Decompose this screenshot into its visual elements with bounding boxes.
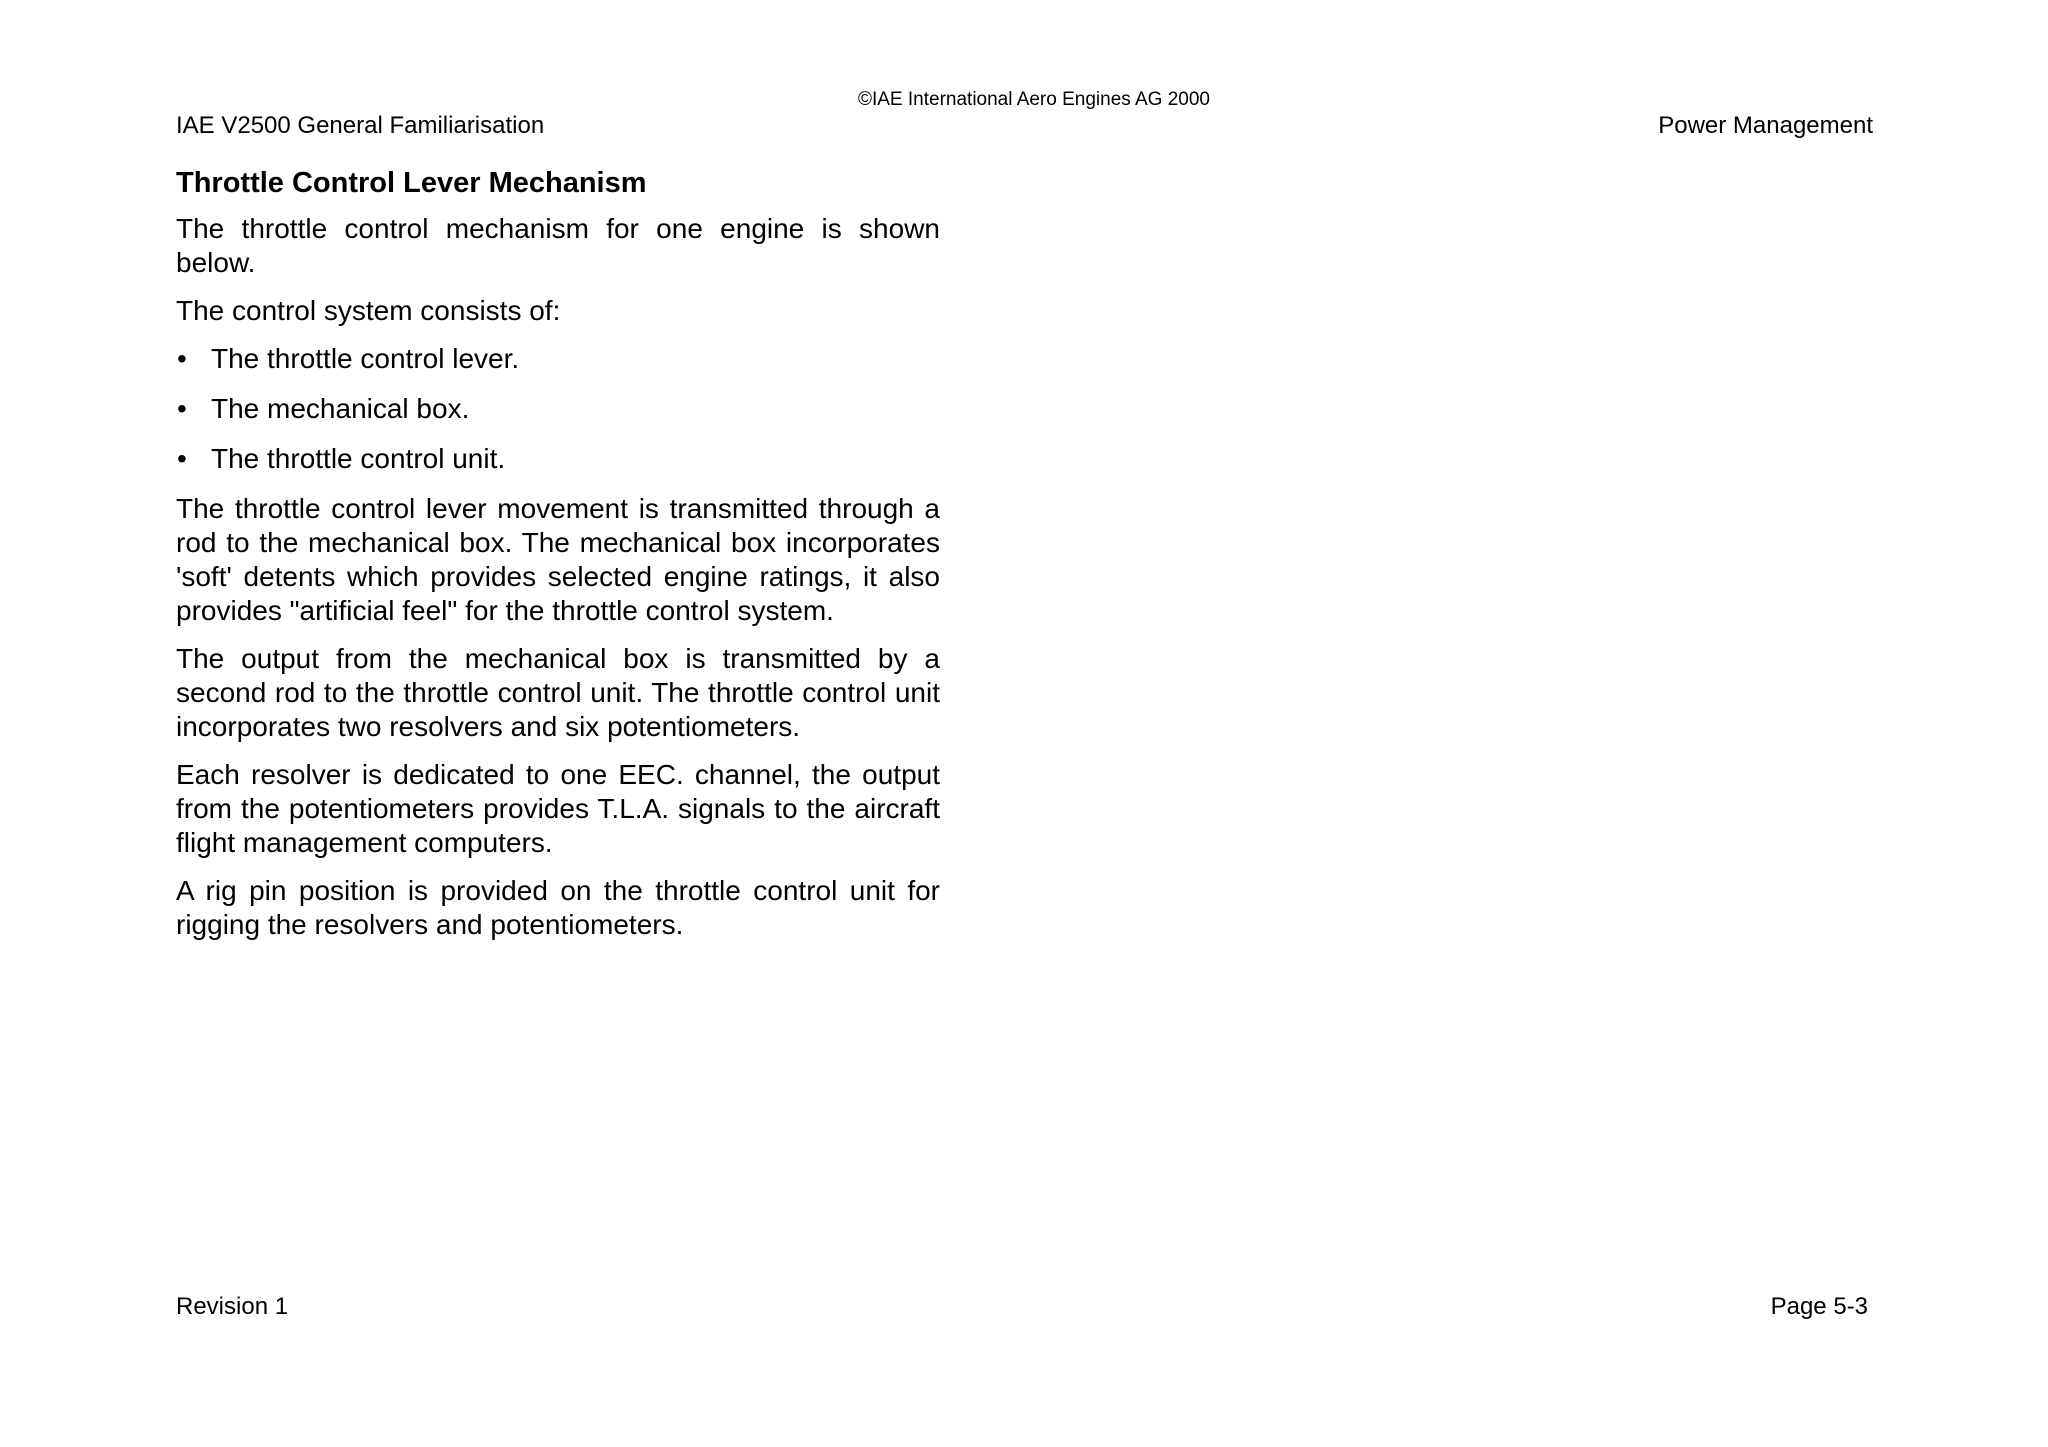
intro-paragraph: The throttle control mechanism for one engine is shown below. [176, 213, 940, 278]
list-item-text: The throttle control lever. [211, 343, 520, 374]
page-number: Page 5-3 [1770, 1293, 1868, 1320]
list-item [176, 342, 940, 376]
list-item-text: The throttle control unit. [211, 443, 506, 474]
body-paragraph: A rig pin position is provided on the throttle control unit for rigging the resolvers and potentiometers. [176, 875, 940, 940]
page-body [176, 166, 940, 956]
list-item [176, 442, 940, 476]
body-paragraph: The throttle control lever movement is transmitted through a rod to the mechanical box. The mechanical box incorporates 'soft' detents which provides selected engine ratings, it also provides "artificial feel" for the throttle control system. [176, 493, 940, 626]
component-list [176, 342, 940, 476]
list-intro: The control system consists of: [176, 295, 561, 326]
bullet-icon: • [177, 393, 187, 424]
body-paragraph: The output from the mechanical box is transmitted by a second rod to the throttle control unit. The throttle control unit incorporates two resolvers and six potentiometers. [176, 643, 940, 742]
document-title: IAE V2500 General Familiarisation [176, 112, 545, 139]
bullet-icon: • [177, 343, 187, 374]
body-paragraph: Each resolver is dedicated to one EEC. channel, the output from the potentiometers provides T.L.A. signals to the aircraft flight management computers. [176, 759, 940, 858]
revision-label: Revision 1 [176, 1293, 289, 1320]
bullet-icon: • [177, 443, 187, 474]
chapter-title: Power Management [1658, 112, 1873, 139]
list-item-text: The mechanical box. [211, 393, 470, 424]
list-item [176, 392, 940, 426]
copyright-notice: ©IAE International Aero Engines AG 2000 [857, 89, 1210, 110]
section-title: Throttle Control Lever Mechanism [176, 167, 647, 199]
